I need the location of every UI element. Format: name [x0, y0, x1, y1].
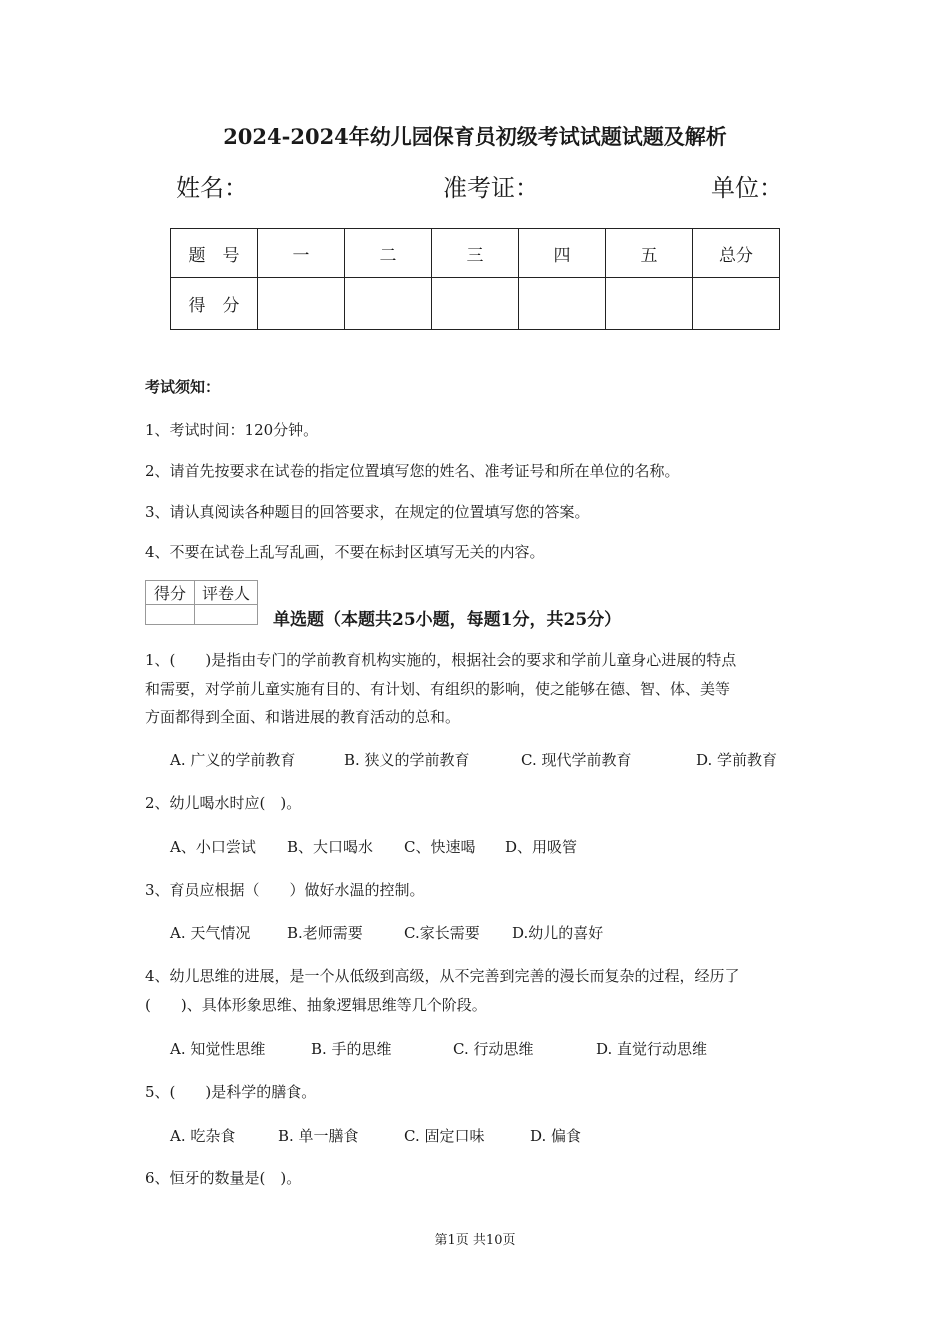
question-1-option-a[interactable]: A. 广义的学前教育	[170, 751, 296, 769]
score-table-header-cell: 二	[345, 229, 432, 278]
page-footer: 第1页 共10页	[434, 1233, 516, 1248]
score-table-header-cell: 三	[432, 229, 519, 278]
score-cell[interactable]	[606, 278, 693, 330]
unit-field-label: 单位：	[711, 174, 783, 202]
question-4-option-c[interactable]: C. 行动思维	[453, 1040, 534, 1058]
score-cell[interactable]	[693, 278, 780, 330]
question-4-text: ( )、具体形象思维、抽象逻辑思维等几个阶段。	[145, 996, 487, 1014]
question-2-option-b[interactable]: B、大口喝水	[287, 838, 374, 856]
grader-score-cell[interactable]	[146, 605, 195, 625]
notice-item: 4、不要在试卷上乱写乱画，不要在标封区填写无关的内容。	[145, 543, 545, 561]
score-cell[interactable]	[258, 278, 345, 330]
score-table-header-cell: 五	[606, 229, 693, 278]
score-table-score-row	[171, 278, 780, 330]
score-cell[interactable]	[432, 278, 519, 330]
question-2-option-a[interactable]: A、小口尝试	[170, 838, 256, 856]
question-3-option-b[interactable]: B.老师需要	[287, 924, 363, 942]
question-2-text: 2、幼儿喝水时应( )。	[145, 794, 302, 812]
score-table	[170, 228, 780, 330]
notice-item: 3、请认真阅读各种题目的回答要求，在规定的位置填写您的答案。	[145, 503, 590, 521]
question-2-option-d[interactable]: D、用吸管	[505, 838, 578, 856]
grader-reviewer-label: 评卷人	[195, 581, 258, 605]
section-title: 单选题（本题共25小题，每题1分，共25分）	[273, 610, 622, 630]
notice-heading: 考试须知：	[145, 378, 221, 396]
question-4-option-d[interactable]: D. 直觉行动思维	[596, 1040, 708, 1058]
question-5-option-c[interactable]: C. 固定口味	[404, 1127, 485, 1145]
page-title: 2024-2024年幼儿园保育员初级考试试题试题及解析	[223, 124, 727, 149]
question-1-text: 方面都得到全面、和谐进展的教育活动的总和。	[145, 708, 461, 726]
question-3-text: 3、育员应根据（ ）做好水温的控制。	[145, 881, 425, 899]
notice-item: 1、考试时间：120分钟。	[145, 421, 319, 439]
grader-box	[145, 580, 258, 625]
question-6-text: 6、恒牙的数量是( )。	[145, 1169, 302, 1187]
score-cell[interactable]	[345, 278, 432, 330]
score-table-header-cell: 四	[519, 229, 606, 278]
score-table-header-row	[171, 229, 780, 278]
question-1-text: 1、( )是指由专门的学前教育机构实施的，根据社会的要求和学前儿童身心进展的特点	[145, 651, 737, 669]
question-4-option-b[interactable]: B. 手的思维	[311, 1040, 392, 1058]
score-table-header-cell: 一	[258, 229, 345, 278]
question-3-option-c[interactable]: C.家长需要	[404, 924, 480, 942]
question-5-option-a[interactable]: A. 吃杂食	[170, 1127, 236, 1145]
question-1-text: 和需要，对学前儿童实施有目的、有计划、有组织的影响，使之能够在德、智、体、美等	[145, 680, 731, 698]
question-1-option-b[interactable]: B. 狭义的学前教育	[344, 751, 470, 769]
exam-number-field-label: 准考证：	[443, 174, 539, 202]
question-2-option-c[interactable]: C、快速喝	[404, 838, 476, 856]
question-4-option-a[interactable]: A. 知觉性思维	[170, 1040, 266, 1058]
question-1-option-d[interactable]: D. 学前教育	[696, 751, 778, 769]
grader-reviewer-cell[interactable]	[195, 605, 258, 625]
question-3-option-a[interactable]: A. 天气情况	[170, 924, 251, 942]
question-4-text: 4、幼儿思维的进展，是一个从低级到高级，从不完善到完善的漫长而复杂的过程，经历了	[145, 967, 740, 985]
grader-score-label: 得分	[146, 581, 195, 605]
question-5-option-d[interactable]: D. 偏食	[530, 1127, 582, 1145]
notice-item: 2、请首先按要求在试卷的指定位置填写您的姓名、准考证号和所在单位的名称。	[145, 462, 680, 480]
name-field-label: 姓名：	[176, 174, 248, 202]
score-cell[interactable]	[519, 278, 606, 330]
question-5-option-b[interactable]: B. 单一膳食	[278, 1127, 359, 1145]
question-5-text: 5、( )是科学的膳食。	[145, 1083, 317, 1101]
score-row-label: 得 分	[171, 278, 258, 330]
score-table-header-cell: 总分	[693, 229, 780, 278]
question-1-option-c[interactable]: C. 现代学前教育	[521, 751, 632, 769]
question-3-option-d[interactable]: D.幼儿的喜好	[512, 924, 604, 942]
score-table-header-cell: 题 号	[171, 229, 258, 278]
